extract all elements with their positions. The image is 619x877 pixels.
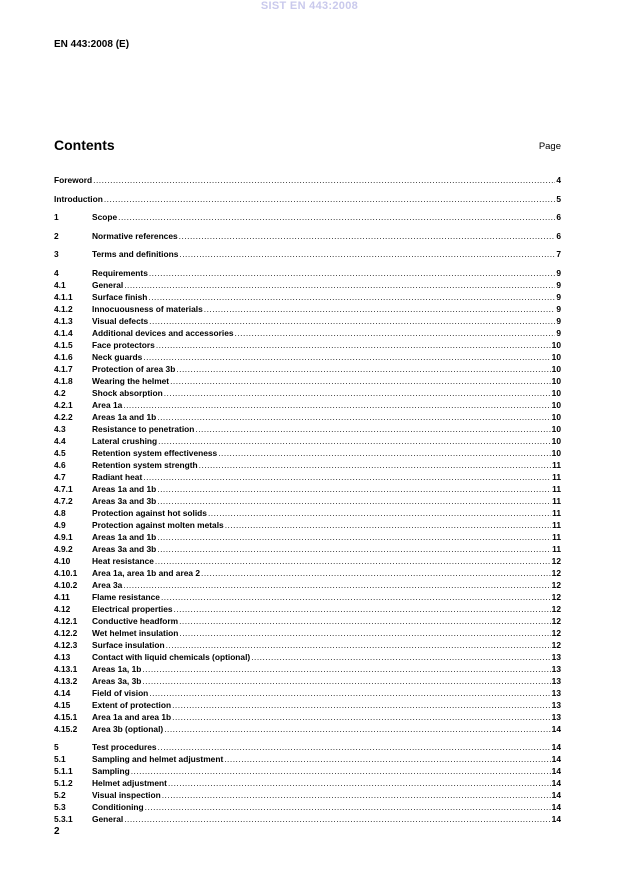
toc-leader-dots xyxy=(157,531,551,543)
toc-entry-page: 10 xyxy=(551,387,561,398)
toc-leader-dots xyxy=(123,399,550,411)
toc-leader-dots xyxy=(166,639,551,651)
toc-leader-dots xyxy=(157,495,551,507)
toc-leader-dots xyxy=(93,174,555,186)
toc-entry-title: Face protectors xyxy=(92,339,155,350)
toc-entry-title: Conductive headform xyxy=(92,615,179,626)
toc-entry-number: 2 xyxy=(54,230,59,241)
toc-entry[interactable] xyxy=(54,459,561,471)
toc-entry-number: Introduction xyxy=(54,193,103,204)
toc-leader-dots xyxy=(195,423,550,435)
toc-entry-title: Areas 3a and 3b xyxy=(92,543,157,554)
toc-entry-title: Areas 1a, 1b xyxy=(92,663,142,674)
toc-entry-number: 4.1.4 xyxy=(54,327,73,338)
toc-leader-dots xyxy=(157,411,550,423)
toc-entry[interactable] xyxy=(54,387,561,399)
toc-entry-title: Area 3a xyxy=(92,579,123,590)
toc-entry-page: 12 xyxy=(551,555,561,566)
toc-entry-title: Extent of protection xyxy=(92,699,172,710)
toc-entry-page: 14 xyxy=(551,742,561,752)
toc-entry-title: Innocuousness of materials xyxy=(92,303,203,314)
toc-leader-dots xyxy=(158,435,551,447)
toc-entry-page: 11 xyxy=(552,531,561,542)
toc-entry[interactable] xyxy=(54,303,561,315)
toc-entry[interactable] xyxy=(54,723,561,735)
toc-leader-dots xyxy=(118,211,555,223)
toc-entry-title: General xyxy=(92,814,124,824)
toc-entry[interactable] xyxy=(54,687,561,699)
toc-entry-title: Areas 1a and 1b xyxy=(92,531,157,542)
toc-entry-page: 9 xyxy=(556,315,561,326)
toc-entry-number: 4.14 xyxy=(54,687,71,698)
toc-entry[interactable] xyxy=(54,789,561,801)
toc-entry[interactable] xyxy=(54,230,561,242)
toc-entry-number: 4.15.2 xyxy=(54,723,78,734)
toc-leader-dots xyxy=(179,230,556,242)
toc-entry-page: 9 xyxy=(556,303,561,314)
toc-entry-page: 9 xyxy=(556,327,561,338)
toc-entry-title: Visual defects xyxy=(92,315,149,326)
toc-entry-title: Terms and definitions xyxy=(92,249,179,259)
toc-entry-number: 4.9.2 xyxy=(54,543,73,554)
toc-leader-dots xyxy=(157,483,551,495)
toc-entry-title: Neck guards xyxy=(92,351,143,362)
toc-entry[interactable] xyxy=(54,615,561,627)
toc-entry[interactable] xyxy=(54,813,561,825)
toc-entry-title: Field of vision xyxy=(92,687,149,698)
toc-entry-number: 4.15.1 xyxy=(54,711,78,722)
toc-entry-page: 10 xyxy=(551,399,561,410)
toc-entry[interactable] xyxy=(54,639,561,651)
toc-leader-dots xyxy=(155,555,551,567)
toc-entry-title: Retention system effectiveness xyxy=(92,447,218,458)
toc-entry-number: 4.2.2 xyxy=(54,411,73,422)
toc-entry[interactable] xyxy=(54,579,561,591)
toc-entry-number: 5.1.1 xyxy=(54,766,73,776)
toc-entry-number: 4.12 xyxy=(54,603,71,614)
toc-entry[interactable] xyxy=(54,543,561,555)
toc-entry-page: 12 xyxy=(551,579,561,590)
toc-entry-number: 4.8 xyxy=(54,507,66,518)
toc-leader-dots xyxy=(149,687,550,699)
toc-entry[interactable] xyxy=(54,777,561,789)
toc-entry-page: 14 xyxy=(551,754,561,764)
toc-entry-title: Areas 3a, 3b xyxy=(92,675,142,686)
toc-entry-page: 10 xyxy=(551,339,561,350)
toc-entry-number: 4.1.1 xyxy=(54,291,73,302)
toc-entry-number: 4.1.7 xyxy=(54,363,73,374)
toc-leader-dots xyxy=(179,248,555,260)
toc-leader-dots xyxy=(149,315,555,327)
watermark: SIST EN 443:2008 xyxy=(260,0,359,12)
table-of-contents xyxy=(54,174,561,825)
toc-entry-number: 4.7 xyxy=(54,471,66,482)
toc-leader-dots xyxy=(156,339,551,351)
toc-entry-page: 6 xyxy=(556,212,561,222)
toc-entry-title: Areas 1a and 1b xyxy=(92,411,157,422)
toc-entry-title: Lateral crushing xyxy=(92,435,158,446)
toc-entry-title: Resistance to penetration xyxy=(92,423,195,434)
toc-leader-dots xyxy=(158,741,551,753)
toc-entry[interactable] xyxy=(54,801,561,813)
toc-entry-number: Foreword xyxy=(54,175,93,185)
toc-entry-number: 4.7.2 xyxy=(54,495,73,506)
toc-entry-page: 14 xyxy=(551,790,561,800)
toc-entry[interactable] xyxy=(54,519,561,531)
toc-entry-title: Area 1a and area 1b xyxy=(92,711,172,722)
toc-entry-page: 14 xyxy=(551,778,561,788)
toc-entry-number: 4.3 xyxy=(54,423,66,434)
toc-entry-number: 4.1 xyxy=(54,279,66,290)
toc-entry-number: 5.1 xyxy=(54,754,66,764)
toc-entry-title: Protection of area 3b xyxy=(92,363,176,374)
toc-leader-dots xyxy=(164,723,550,735)
toc-entry-title: Conditioning xyxy=(92,802,144,812)
toc-leader-dots xyxy=(123,579,550,591)
toc-entry[interactable] xyxy=(54,711,561,723)
toc-entry-page: 11 xyxy=(552,471,561,482)
toc-entry-number: 5.1.2 xyxy=(54,778,73,788)
toc-leader-dots xyxy=(176,363,550,375)
toc-entry[interactable] xyxy=(54,174,561,186)
toc-entry-page: 4 xyxy=(556,175,561,185)
toc-leader-dots xyxy=(124,279,555,291)
toc-entry-page: 14 xyxy=(551,814,561,824)
toc-entry-title: Wet helmet insulation xyxy=(92,627,179,638)
toc-entry-number: 1 xyxy=(54,212,59,222)
page-number: 2 xyxy=(54,826,60,837)
toc-entry-page: 9 xyxy=(556,267,561,278)
toc-leader-dots xyxy=(218,447,550,459)
toc-leader-dots xyxy=(157,543,551,555)
toc-entry-number: 3 xyxy=(54,249,59,259)
toc-entry-number: 4.1.5 xyxy=(54,339,73,350)
toc-leader-dots xyxy=(174,603,551,615)
toc-entry-page: 12 xyxy=(551,615,561,626)
toc-leader-dots xyxy=(124,813,550,825)
toc-leader-dots xyxy=(224,753,550,765)
toc-entry[interactable] xyxy=(54,483,561,495)
toc-entry-title: Area 1a xyxy=(92,399,123,410)
toc-entry-page: 13 xyxy=(551,651,561,662)
toc-entry-title: General xyxy=(92,279,124,290)
toc-entry-title: Normative references xyxy=(92,230,178,241)
toc-entry-page: 12 xyxy=(551,603,561,614)
toc-entry[interactable] xyxy=(54,193,561,205)
toc-leader-dots xyxy=(199,459,552,471)
toc-entry[interactable] xyxy=(54,375,561,387)
toc-entry-number: 4 xyxy=(54,267,59,278)
toc-entry-page: 10 xyxy=(551,375,561,386)
toc-entry-number: 4.5 xyxy=(54,447,66,458)
toc-entry-title: Electrical properties xyxy=(92,603,173,614)
toc-entry-page: 13 xyxy=(551,699,561,710)
toc-entry[interactable] xyxy=(54,315,561,327)
toc-leader-dots xyxy=(162,789,551,801)
toc-entry[interactable] xyxy=(54,399,561,411)
toc-entry[interactable] xyxy=(54,351,561,363)
toc-entry-title: Areas 1a and 1b xyxy=(92,483,157,494)
toc-entry-page: 5 xyxy=(556,193,561,204)
toc-entry-title: Protection against molten metals xyxy=(92,519,224,530)
toc-entry-page: 10 xyxy=(551,423,561,434)
toc-entry[interactable] xyxy=(54,753,561,765)
toc-leader-dots xyxy=(170,375,551,387)
toc-entry-page: 9 xyxy=(556,291,561,302)
toc-leader-dots xyxy=(161,591,551,603)
toc-entry-number: 4.10.2 xyxy=(54,579,78,590)
toc-entry[interactable] xyxy=(54,603,561,615)
toc-leader-dots xyxy=(172,711,551,723)
document-id: EN 443:2008 (E) xyxy=(54,39,130,50)
toc-entry[interactable] xyxy=(54,741,561,753)
toc-entry-number: 4.9 xyxy=(54,519,66,530)
toc-leader-dots xyxy=(104,193,555,205)
toc-entry[interactable] xyxy=(54,567,561,579)
toc-entry[interactable] xyxy=(54,267,561,279)
toc-entry[interactable] xyxy=(54,339,561,351)
toc-entry[interactable] xyxy=(54,447,561,459)
toc-entry[interactable] xyxy=(54,651,561,663)
toc-entry-page: 13 xyxy=(551,711,561,722)
toc-entry-title: Visual inspection xyxy=(92,790,161,800)
toc-entry[interactable] xyxy=(54,663,561,675)
toc-leader-dots xyxy=(168,777,551,789)
toc-entry-title: Shock absorption xyxy=(92,387,163,398)
toc-leader-dots xyxy=(145,801,551,813)
toc-entry-title: Contact with liquid chemicals (optional) xyxy=(92,651,251,662)
toc-entry-page: 11 xyxy=(552,483,561,494)
toc-entry-page: 11 xyxy=(552,507,561,518)
toc-leader-dots xyxy=(149,267,555,279)
toc-entry[interactable] xyxy=(54,435,561,447)
toc-entry-number: 4.1.3 xyxy=(54,315,73,326)
toc-entry[interactable] xyxy=(54,327,561,339)
toc-entry-number: 4.4 xyxy=(54,435,66,446)
toc-entry-page: 13 xyxy=(551,687,561,698)
toc-leader-dots xyxy=(142,663,550,675)
toc-leader-dots xyxy=(143,351,550,363)
toc-entry[interactable] xyxy=(54,279,561,291)
toc-entry[interactable] xyxy=(54,411,561,423)
toc-entry-number: 4.1.6 xyxy=(54,351,73,362)
toc-entry-title: Surface insulation xyxy=(92,639,165,650)
toc-entry-number: 4.10.1 xyxy=(54,567,78,578)
toc-entry-page: 10 xyxy=(551,435,561,446)
toc-entry[interactable] xyxy=(54,423,561,435)
toc-entry[interactable] xyxy=(54,699,561,711)
toc-entry[interactable] xyxy=(54,211,561,223)
toc-entry-number: 4.15 xyxy=(54,699,71,710)
toc-entry[interactable] xyxy=(54,248,561,260)
toc-entry-title: Sampling and helmet adjustment xyxy=(92,754,224,764)
toc-entry-number: 5 xyxy=(54,742,59,752)
toc-entry-number: 4.13 xyxy=(54,651,71,662)
toc-entry-page: 9 xyxy=(556,279,561,290)
toc-entry-number: 5.3 xyxy=(54,802,66,812)
toc-entry-title: Helmet adjustment xyxy=(92,778,167,788)
toc-entry-page: 10 xyxy=(551,447,561,458)
page-column-label: Page xyxy=(538,141,561,152)
toc-entry[interactable] xyxy=(54,627,561,639)
toc-entry-page: 11 xyxy=(552,519,561,530)
toc-entry-number: 4.2.1 xyxy=(54,399,73,410)
toc-entry-page: 12 xyxy=(551,567,561,578)
toc-entry-number: 4.2 xyxy=(54,387,66,398)
toc-entry-title: Surface finish xyxy=(92,291,148,302)
toc-entry[interactable] xyxy=(54,495,561,507)
toc-entry[interactable] xyxy=(54,471,561,483)
toc-entry-number: 5.3.1 xyxy=(54,814,73,824)
toc-leader-dots xyxy=(208,507,551,519)
toc-entry-title: Requirements xyxy=(92,267,148,278)
toc-leader-dots xyxy=(251,651,550,663)
toc-entry[interactable] xyxy=(54,765,561,777)
toc-entry-number: 4.12.3 xyxy=(54,639,78,650)
toc-entry-page: 14 xyxy=(551,723,561,734)
toc-entry-number: 4.6 xyxy=(54,459,66,470)
toc-entry-number: 4.9.1 xyxy=(54,531,73,542)
toc-entry-title: Radiant heat xyxy=(92,471,143,482)
toc-entry-title: Flame resistance xyxy=(92,591,160,602)
page-title: Contents xyxy=(54,137,115,153)
toc-entry[interactable] xyxy=(54,531,561,543)
toc-leader-dots xyxy=(179,627,550,639)
toc-leader-dots xyxy=(131,765,551,777)
toc-leader-dots xyxy=(204,303,556,315)
toc-leader-dots xyxy=(235,327,556,339)
toc-entry[interactable] xyxy=(54,555,561,567)
toc-entry-page: 13 xyxy=(551,675,561,686)
toc-entry[interactable] xyxy=(54,507,561,519)
toc-entry[interactable] xyxy=(54,363,561,375)
toc-leader-dots xyxy=(148,291,555,303)
toc-leader-dots xyxy=(143,471,551,483)
toc-entry-title: Retention system strength xyxy=(92,459,198,470)
toc-entry-number: 4.7.1 xyxy=(54,483,73,494)
toc-entry-number: 4.13.1 xyxy=(54,663,78,674)
toc-entry-page: 12 xyxy=(551,627,561,638)
toc-entry-page: 11 xyxy=(552,495,561,506)
toc-entry-title: Wearing the helmet xyxy=(92,375,170,386)
toc-entry-number: 4.11 xyxy=(54,591,70,602)
toc-entry-page: 11 xyxy=(552,543,561,554)
toc-entry-number: 4.10 xyxy=(54,555,71,566)
toc-entry[interactable] xyxy=(54,675,561,687)
toc-leader-dots xyxy=(164,387,551,399)
toc-entry-page: 14 xyxy=(551,802,561,812)
toc-entry-number: 5.2 xyxy=(54,790,66,800)
toc-entry-page: 7 xyxy=(556,249,561,259)
toc-entry-number: 4.12.1 xyxy=(54,615,78,626)
toc-entry-number: 4.12.2 xyxy=(54,627,78,638)
toc-entry-title: Test procedures xyxy=(92,742,157,752)
toc-leader-dots xyxy=(142,675,550,687)
toc-entry-page: 6 xyxy=(556,230,561,241)
toc-entry-page: 10 xyxy=(551,363,561,374)
toc-entry-page: 10 xyxy=(551,411,561,422)
toc-leader-dots xyxy=(179,615,551,627)
toc-entry-title: Protection against hot solids xyxy=(92,507,207,518)
toc-entry-title: Heat resistance xyxy=(92,555,154,566)
toc-leader-dots xyxy=(172,699,551,711)
toc-entry-page: 13 xyxy=(551,663,561,674)
toc-entry[interactable] xyxy=(54,591,561,603)
toc-entry-title: Scope xyxy=(92,212,118,222)
toc-entry-page: 14 xyxy=(551,766,561,776)
toc-entry-title: Additional devices and accessories xyxy=(92,327,234,338)
toc-entry-page: 12 xyxy=(551,591,561,602)
toc-leader-dots xyxy=(201,567,551,579)
toc-entry[interactable] xyxy=(54,291,561,303)
toc-entry-title: Area 3b (optional) xyxy=(92,723,164,734)
toc-entry-number: 4.1.8 xyxy=(54,375,73,386)
toc-entry-title: Areas 3a and 3b xyxy=(92,495,157,506)
toc-entry-number: 4.13.2 xyxy=(54,675,78,686)
toc-entry-page: 12 xyxy=(551,639,561,650)
toc-entry-title: Sampling xyxy=(92,766,130,776)
toc-entry-title: Area 1a, area 1b and area 2 xyxy=(92,567,201,578)
toc-leader-dots xyxy=(225,519,551,531)
toc-entry-page: 10 xyxy=(551,351,561,362)
toc-entry-number: 4.1.2 xyxy=(54,303,73,314)
toc-entry-page: 11 xyxy=(552,459,561,470)
